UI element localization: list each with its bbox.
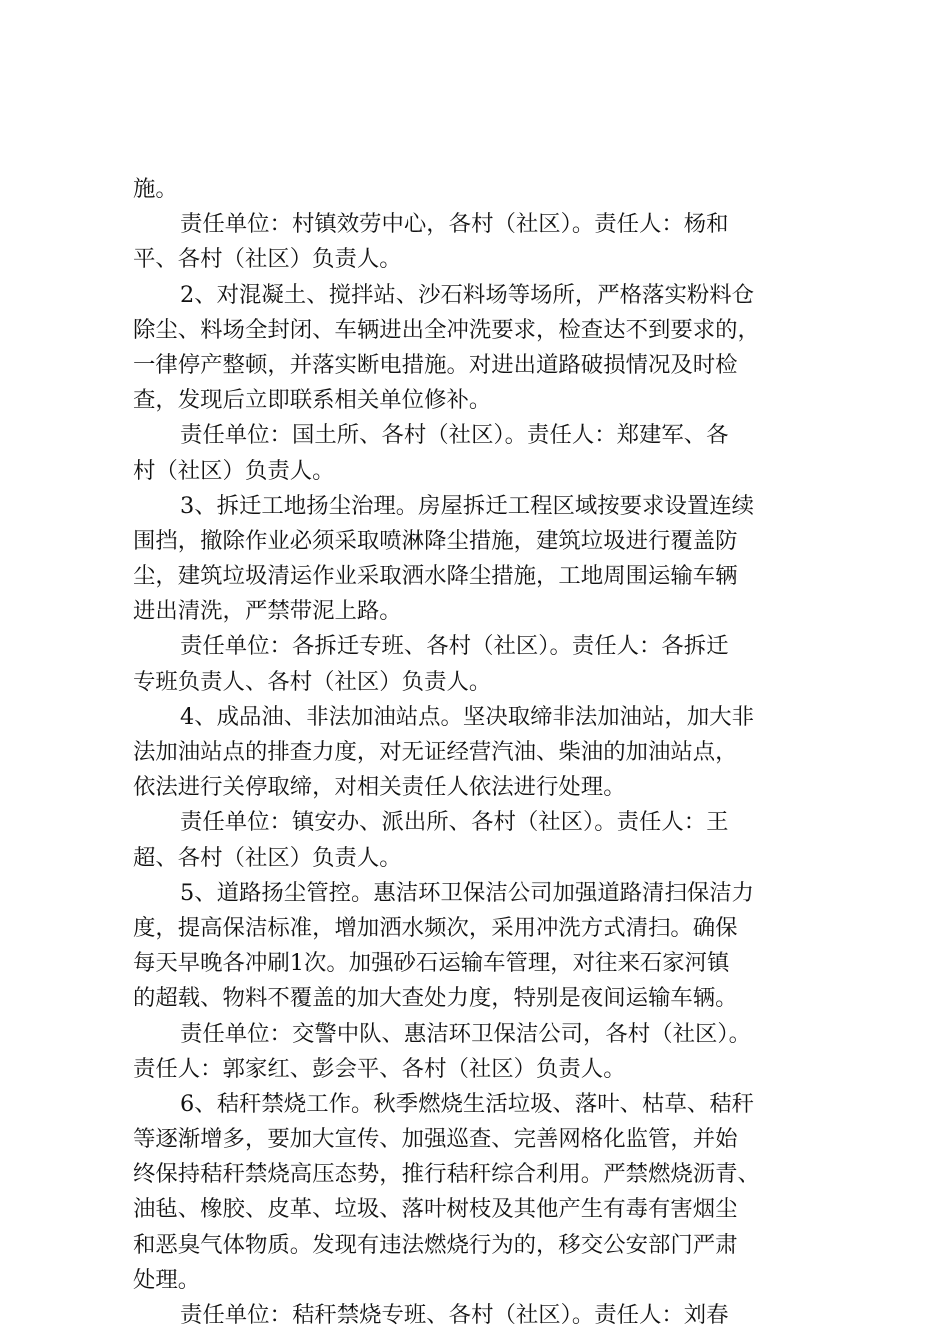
paragraph-first-line: 3、拆迁工地扬尘治理。房屋拆迁工程区域按要求设置连续 [180, 492, 755, 519]
paragraph-first-line: 责任单位：交警中队、惠洁环卫保洁公司，各村（社区）。 [180, 1020, 751, 1047]
paragraph-first-line: 责任单位：秸秆禁烧专班、各村（社区）。责任人：刘春 [180, 1302, 729, 1328]
paragraph-line: 终保持秸秆禁烧高压态势，推行秸秆综合利用。严禁燃烧沥青、 [133, 1161, 760, 1188]
paragraph-line: 的超载、物料不覆盖的加大查处力度，特别是夜间运输车辆。 [133, 985, 738, 1012]
paragraph-line: 一律停产整顿，并落实断电措施。对进出道路破损情况及时检 [133, 351, 738, 378]
paragraph-line: 专班负责人、各村（社区）负责人。 [133, 668, 492, 695]
document-body [133, 172, 833, 1333]
paragraph-line: 度，提高保洁标准，增加洒水频次，采用冲洗方式清扫。确保 [133, 914, 738, 941]
paragraph-first-line: 6、秸秆禁烧工作。秋季燃烧生活垃圾、落叶、枯草、秸秆 [180, 1090, 755, 1117]
paragraph-line: 超、各村（社区）负责人。 [133, 844, 402, 871]
paragraph-line: 法加油站点的排查力度，对无证经营汽油、柴油的加油站点， [133, 739, 738, 765]
paragraph-line: 和恶臭气体物质。发现有违法燃烧行为的，移交公安部门严肃 [133, 1231, 738, 1258]
paragraph-line: 等逐渐增多，要加大宣传、加强巡查、完善网格化监管，并始 [133, 1126, 738, 1153]
paragraph-first-line: 2、对混凝土、搅拌站、沙石料场等场所，严格落实粉料仓 [180, 281, 755, 308]
paragraph-first-line: 4、成品油、非法加油站点。坚决取缔非法加油站，加大非 [180, 703, 755, 730]
paragraph-line: 村（社区）负责人。 [133, 457, 335, 484]
paragraph-first-line: 责任单位：国土所、各村（社区）。责任人：郑建军、各 [180, 422, 729, 449]
paragraph-line: 进出清洗，严禁带泥上路。 [133, 598, 402, 625]
paragraph-line: 查，发现后立即联系相关单位修补。 [133, 387, 492, 414]
paragraph-first-line: 责任单位：村镇效劳中心，各村（社区）。责任人：杨和 [180, 211, 729, 238]
paragraph-line: 围挡，撤除作业必须采取喷淋降尘措施，建筑垃圾进行覆盖防 [133, 527, 738, 554]
paragraph-line: 除尘、料场全封闭、车辆进出全冲洗要求，检查达不到要求的， [133, 316, 760, 343]
paragraph-first-line: 责任单位：各拆迁专班、各村（社区）。责任人：各拆迁 [180, 633, 729, 660]
paragraph-line: 责任人：郭家红、彭会平、各村（社区）负责人。 [133, 1055, 626, 1082]
paragraph-line: 每天早晚各冲刷1次。加强砂石运输车管理，对往来石家河镇 [133, 950, 730, 977]
paragraph-line: 依法进行关停取缔，对相关责任人依法进行处理。 [133, 774, 626, 801]
paragraph-line: 平、各村（社区）负责人。 [133, 246, 402, 273]
paragraph-first-line: 5、道路扬尘管控。惠洁环卫保洁公司加强道路清扫保洁力 [180, 879, 755, 906]
paragraph-line: 处理。 [133, 1266, 201, 1293]
paragraph-line: 施。 [133, 176, 178, 202]
paragraph-line: 油毡、橡胶、皮革、垃圾、落叶树枝及其他产生有毒有害烟尘 [133, 1196, 738, 1223]
paragraph-first-line: 责任单位：镇安办、派出所、各村（社区）。责任人：王 [180, 809, 729, 836]
paragraph-line: 尘，建筑垃圾清运作业采取洒水降尘措施，工地周围运输车辆 [133, 563, 738, 590]
